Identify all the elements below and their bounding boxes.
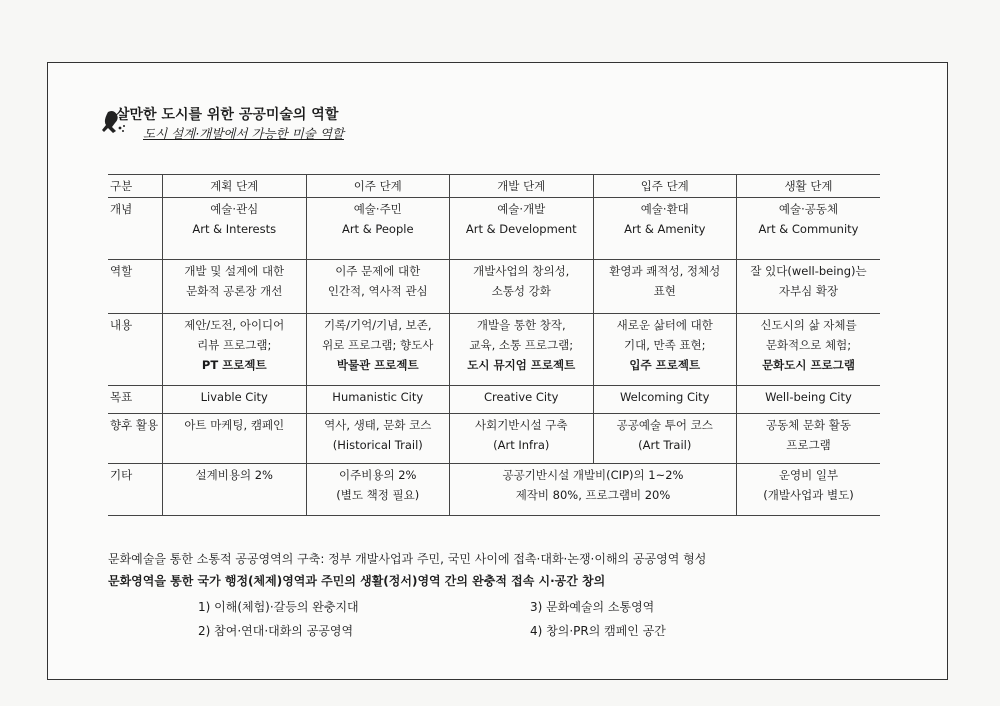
- table-cell: 이주 문제에 대한 인간적, 역사적 관심: [306, 260, 450, 314]
- header-cell: 구분: [108, 175, 163, 198]
- table-row: [108, 314, 880, 386]
- table-row: [108, 198, 880, 260]
- page-heading: 살만한 도시를 위한 공공미술의 역할: [116, 107, 339, 123]
- table-cell: 신도시의 삶 자체를 문화적으로 체험; 문화도시 프로그램: [737, 314, 881, 386]
- table-cell: 예술·환대 Art & Amenity: [593, 198, 737, 260]
- table-cell: 사회기반시설 구축 (Art Infra): [450, 414, 594, 464]
- row-label: 내용: [108, 314, 163, 386]
- table-row: [108, 260, 880, 314]
- table-cell: Welcoming City: [593, 386, 737, 414]
- header-cell: 개발 단계: [450, 175, 594, 198]
- table-cell: 예술·주민 Art & People: [306, 198, 450, 260]
- table-cell: 예술·공동체 Art & Community: [737, 198, 881, 260]
- table-cell: Creative City: [450, 386, 594, 414]
- table-cell: 개발사업의 창의성, 소통성 강화: [450, 260, 594, 314]
- table-cell: Well-being City: [737, 386, 881, 414]
- summary-line-1: 문화예술을 통한 소통적 공공영역의 구축: 정부 개발사업과 주민, 국민 사이에 접촉·대화·논쟁·이해의 공공영역 형성: [108, 552, 707, 566]
- summary-text: [108, 548, 706, 592]
- list-item: 1) 이해(체험)·갈등의 완충지대: [198, 600, 359, 614]
- table-cell: 설계비용의 2%: [163, 464, 307, 516]
- header-cell: 계획 단계: [163, 175, 307, 198]
- table-cell: 새로운 삶터에 대한 기대, 만족 표현; 입주 프로젝트: [593, 314, 737, 386]
- table-cell: 제안/도전, 아이디어 리뷰 프로그램; PT 프로젝트: [163, 314, 307, 386]
- table-cell: 역사, 생태, 문화 코스 (Historical Trail): [306, 414, 450, 464]
- row-label: 목표: [108, 386, 163, 414]
- list-item: 3) 문화예술의 소통영역: [530, 600, 655, 614]
- list-item: 2) 참여·연대·대화의 공공영역: [198, 624, 354, 638]
- table-cell: Humanistic City: [306, 386, 450, 414]
- art-role-table: [108, 174, 880, 516]
- table-header-row: [108, 175, 880, 198]
- header-cell: 이주 단계: [306, 175, 450, 198]
- row-label: 역할: [108, 260, 163, 314]
- table-cell: 환영과 쾌적성, 정체성 표현: [593, 260, 737, 314]
- table-cell: 기록/기억/기념, 보존, 위로 프로그램; 향도사 박물관 프로젝트: [306, 314, 450, 386]
- table-cell: 공공예술 투어 코스 (Art Trail): [593, 414, 737, 464]
- table-cell: 개발을 통한 창작, 교육, 소통 프로그램; 도시 뮤지엄 프로젝트: [450, 314, 594, 386]
- table-row: [108, 386, 880, 414]
- table-cell: 예술·관심 Art & Interests: [163, 198, 307, 260]
- page-subheading: 도시 설계·개발에서 가능한 미술 역할: [143, 126, 344, 141]
- row-label: 개념: [108, 198, 163, 260]
- list-item: 4) 창의·PR의 캠페인 공간: [530, 624, 666, 638]
- header-cell: 생활 단계: [737, 175, 881, 198]
- table-cell: 이주비용의 2% (별도 책정 필요): [306, 464, 450, 516]
- header-cell: 입주 단계: [593, 175, 737, 198]
- table-cell: 개발 및 설계에 대한 문화적 공론장 개선: [163, 260, 307, 314]
- table-cell: 예술·개발 Art & Development: [450, 198, 594, 260]
- row-label: 기타: [108, 464, 163, 516]
- table-row: [108, 414, 880, 464]
- table-cell: 잘 있다(well-being)는 자부심 확장: [737, 260, 881, 314]
- table-row: [108, 464, 880, 516]
- table-cell: 운영비 일부 (개발사업과 별도): [737, 464, 881, 516]
- table-cell: 공동체 문화 활동 프로그램: [737, 414, 881, 464]
- table-cell-merged: 공공기반시설 개발비(CIP)의 1~2% 제작비 80%, 프로그램비 20%: [450, 464, 737, 516]
- table-cell: 아트 마케팅, 캠페인: [163, 414, 307, 464]
- row-label: 향후 활용: [108, 414, 163, 464]
- summary-line-2: 문화영역을 통한 국가 행정(체제)영역과 주민의 생활(정서)영역 간의 완충적 접속 시·공간 창의: [108, 574, 606, 588]
- table-cell: Livable City: [163, 386, 307, 414]
